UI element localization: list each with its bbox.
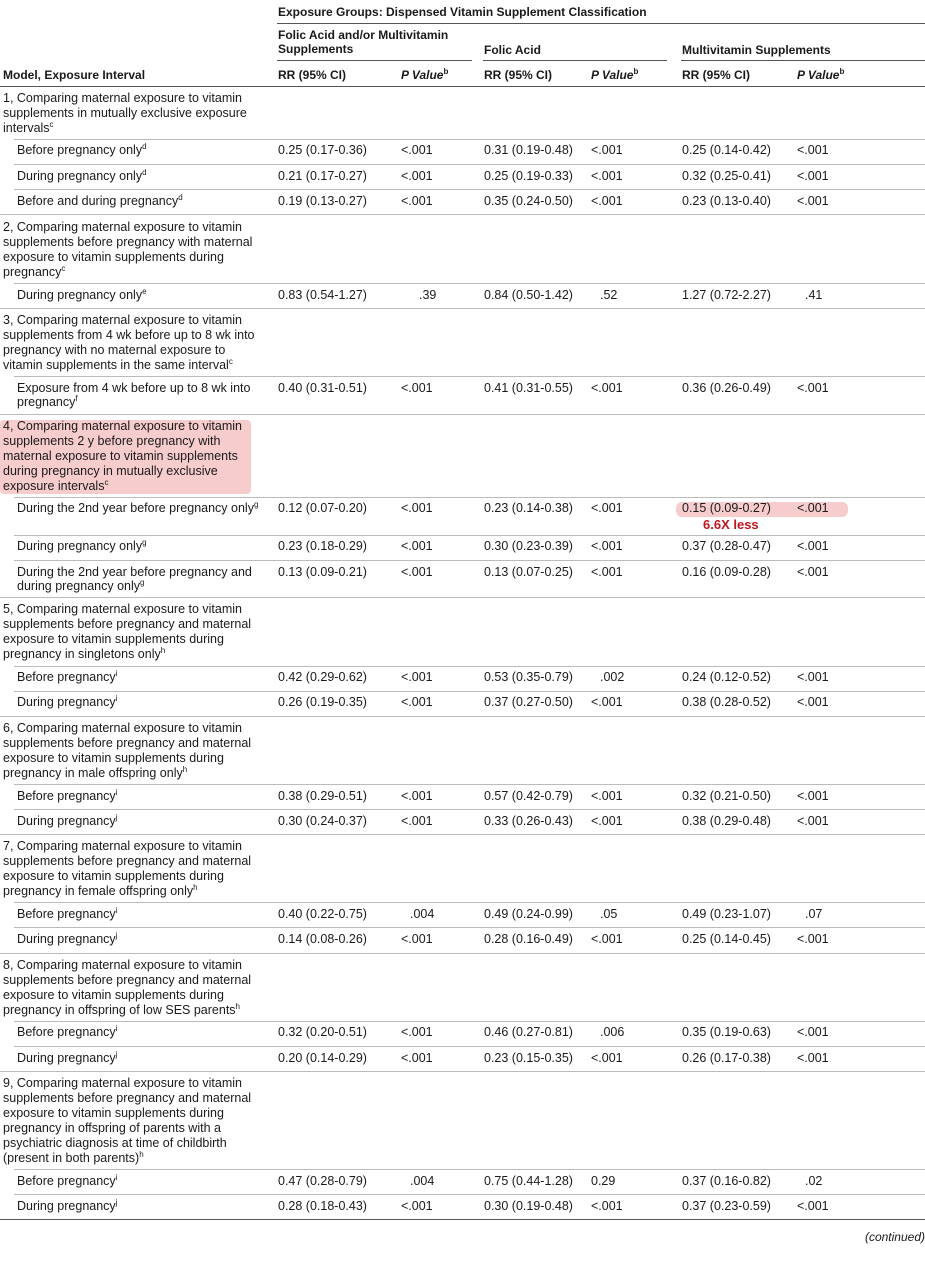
row-label: Before and during pregnancy$^d$ (17, 192, 183, 208)
cell-fa-rr: 0.75 (0.44-1.28) (484, 1174, 573, 1188)
col-group-folic-multivitamin: Folic Acid and/or Multivitamin Supplements (278, 28, 449, 56)
row-label: During pregnancy$^j$ (17, 1049, 118, 1065)
model-text: 4, Comparing maternal exposure to vitamin supplements 2 y before pregnancy with maternal exposure to vitamin supplements during pregnancy in mutually exclusive exposure intervals (3, 419, 243, 493)
row-rule (14, 283, 925, 284)
cell-fa-p: <.001 (591, 814, 623, 828)
col-group-rule (483, 60, 667, 61)
cell-mv-p: .07 (805, 907, 823, 921)
cell-fa-p: <.001 (591, 1051, 623, 1065)
cell-fm-rr: 0.13 (0.09-0.21) (278, 565, 367, 579)
row-rule (14, 376, 925, 377)
cell-mv-p: <.001 (797, 194, 829, 208)
col-group-rule (681, 60, 925, 61)
row-rule (14, 666, 925, 667)
cell-mv-rr: 0.36 (0.26-0.49) (682, 381, 771, 395)
cell-fa-p: <.001 (591, 932, 623, 946)
row-rule (0, 1071, 925, 1072)
cell-fm-p: <.001 (401, 789, 433, 803)
row-label: During pregnancy$^j$ (17, 1197, 118, 1213)
cell-mv-p: .02 (805, 1174, 823, 1188)
cell-fa-p: .006 (600, 1025, 625, 1039)
cell-fa-p: .05 (600, 907, 618, 921)
cell-fm-rr: 0.14 (0.08-0.26) (278, 932, 367, 946)
cell-mv-p: <.001 (797, 539, 829, 553)
row-label: During pregnancy$^i$ (17, 693, 118, 709)
model-text: 3, Comparing maternal exposure to vitamin supplements from 4 wk before up to 8 wk into pregnancy with no maternal exposure to vitamin supplements in the same interval (3, 313, 255, 372)
row-label: During the 2nd year before pregnancy and during pregnancy only$^g$ (17, 565, 252, 593)
cell-fm-p: <.001 (401, 501, 433, 515)
model-header-9: 9, Comparing maternal exposure to vitamin supplements before pregnancy and maternal exposure to vitamin supplements during pregnancy in offspring of parents with a psychiatric diagnosis at time of childbirth (present in both parents)$^h$ (3, 1076, 252, 1165)
row-rule (0, 308, 925, 309)
cell-fa-rr: 0.57 (0.42-0.79) (484, 789, 573, 803)
cell-fa-p: .52 (600, 288, 618, 302)
cell-mv-rr: 1.27 (0.72-2.27) (682, 288, 771, 302)
rr-header: RR (95% CI) (278, 68, 347, 82)
row-rule (14, 902, 925, 903)
cell-mv-rr: 0.37 (0.16-0.82) (682, 1174, 771, 1188)
table-bottom-rule (0, 1219, 925, 1220)
cell-mv-rr: 0.15 (0.09-0.27) (682, 501, 771, 515)
cell-fa-p: <.001 (591, 381, 623, 395)
cell-fa-rr: 0.28 (0.16-0.49) (484, 932, 573, 946)
row-rule (14, 691, 925, 692)
cell-fa-p: <.001 (591, 565, 623, 579)
row-rule (14, 189, 925, 190)
cell-fa-p: <.001 (591, 143, 623, 157)
cell-fm-p: <.001 (401, 381, 433, 395)
row-label: Before pregnancy$^i$ (17, 668, 118, 684)
model-header-3: 3, Comparing maternal exposure to vitamin supplements from 4 wk before up to 8 wk into pregnancy with no maternal exposure to vitamin supplements in the same interval$^c$ (3, 313, 255, 372)
col-group-folic-acid: Folic Acid (484, 43, 541, 57)
cell-mv-p: <.001 (797, 381, 829, 395)
row-rule (14, 1194, 925, 1195)
row-rule (14, 1169, 925, 1170)
row-rule (0, 834, 925, 835)
cell-mv-p: <.001 (797, 565, 829, 579)
model-text: 5, Comparing maternal exposure to vitamin supplements before pregnancy and maternal exposure to vitamin supplements during pregnancy in singletons only (3, 602, 252, 661)
cell-fa-rr: 0.35 (0.24-0.50) (484, 194, 573, 208)
cell-mv-rr: 0.35 (0.19-0.63) (682, 1025, 771, 1039)
cell-fm-rr: 0.20 (0.14-0.29) (278, 1051, 367, 1065)
cell-mv-p: <.001 (797, 932, 829, 946)
cell-mv-p: <.001 (797, 169, 829, 183)
cell-fa-p: 0.29 (591, 1174, 616, 1188)
cell-fa-rr: 0.37 (0.27-0.50) (484, 695, 573, 709)
cell-mv-p: <.001 (797, 501, 829, 515)
cell-fa-p: <.001 (591, 169, 623, 183)
cell-mv-p: <.001 (797, 789, 829, 803)
row-label: During the 2nd year before pregnancy only$^g$ (17, 499, 259, 515)
row-label: During pregnancy only$^e$ (17, 286, 147, 302)
row-label: Before pregnancy$^i$ (17, 905, 118, 921)
row-label: During pregnancy$^j$ (17, 812, 118, 828)
cell-fa-p: <.001 (591, 501, 623, 515)
cell-fm-p: <.001 (401, 1051, 433, 1065)
cell-fa-p: <.001 (591, 539, 623, 553)
rr-header: RR (95% CI) (682, 68, 751, 82)
cell-mv-rr: 0.37 (0.28-0.47) (682, 539, 771, 553)
row-label: During pregnancy only$^d$ (17, 167, 147, 183)
exposure-group-title: Exposure Groups: Dispensed Vitamin Supplement Classification (278, 5, 647, 19)
cell-fa-rr: 0.30 (0.19-0.48) (484, 1199, 573, 1213)
row-rule (0, 214, 925, 215)
row-rule (14, 535, 925, 536)
model-text: 8, Comparing maternal exposure to vitamin supplements before pregnancy and maternal exposure to vitamin supplements during pregnancy in offspring of low SES parents (3, 958, 252, 1017)
annotation-6-6x-less: 6.6X less (703, 517, 759, 532)
cell-fm-rr: 0.40 (0.22-0.75) (278, 907, 367, 921)
cell-fm-rr: 0.28 (0.18-0.43) (278, 1199, 367, 1213)
cell-fm-rr: 0.47 (0.28-0.79) (278, 1174, 367, 1188)
cell-fm-p: <.001 (401, 1199, 433, 1213)
cell-fm-rr: 0.30 (0.24-0.37) (278, 814, 367, 828)
cell-mv-rr: 0.25 (0.14-0.45) (682, 932, 771, 946)
cell-fa-rr: 0.46 (0.27-0.81) (484, 1025, 573, 1039)
model-text: 7, Comparing maternal exposure to vitamin supplements before pregnancy and maternal exposure to vitamin supplements during pregnancy in female offspring only (3, 839, 252, 898)
cell-mv-p: <.001 (797, 143, 829, 157)
row-rule (0, 716, 925, 717)
cell-fa-p: <.001 (591, 789, 623, 803)
cell-fa-rr: 0.25 (0.19-0.33) (484, 169, 573, 183)
row-rule (14, 1021, 925, 1022)
cell-fa-p: <.001 (591, 1199, 623, 1213)
header-bottom-rule (0, 86, 925, 87)
model-header-7: 7, Comparing maternal exposure to vitamin supplements before pregnancy and maternal exposure to vitamin supplements during pregnancy in female offspring only$^h$ (3, 839, 252, 898)
cell-fm-p: <.001 (401, 814, 433, 828)
row-label: Before pregnancy$^i$ (17, 1172, 118, 1188)
cell-fm-rr: 0.83 (0.54-1.27) (278, 288, 367, 302)
cell-mv-p: <.001 (797, 695, 829, 709)
row-label: During pregnancy only$^g$ (17, 537, 147, 553)
cell-fm-rr: 0.38 (0.29-0.51) (278, 789, 367, 803)
cell-fm-p: <.001 (401, 670, 433, 684)
cell-mv-rr: 0.38 (0.28-0.52) (682, 695, 771, 709)
cell-fm-rr: 0.21 (0.17-0.27) (278, 169, 367, 183)
model-header-5: 5, Comparing maternal exposure to vitamin supplements before pregnancy and maternal exposure to vitamin supplements during pregnancy in singletons only$^h$ (3, 602, 252, 661)
cell-fm-p: <.001 (401, 539, 433, 553)
model-header-8: 8, Comparing maternal exposure to vitamin supplements before pregnancy and maternal exposure to vitamin supplements during pregnancy in offspring of low SES parents$^h$ (3, 958, 252, 1017)
cell-fm-rr: 0.42 (0.29-0.62) (278, 670, 367, 684)
cell-fm-p: <.001 (401, 1025, 433, 1039)
cell-fm-rr: 0.12 (0.07-0.20) (278, 501, 367, 515)
cell-mv-rr: 0.24 (0.12-0.52) (682, 670, 771, 684)
cell-mv-rr: 0.26 (0.17-0.38) (682, 1051, 771, 1065)
cell-mv-p: <.001 (797, 1025, 829, 1039)
row-rule (14, 1046, 925, 1047)
row-label: Exposure from 4 wk before up to 8 wk into pregnancy$^f$ (17, 381, 251, 409)
model-text: 1, Comparing maternal exposure to vitamin supplements in mutually exclusive exposure intervals (3, 91, 247, 135)
row-rule (14, 927, 925, 928)
continued-label: (continued) (864, 1230, 925, 1244)
cell-fm-rr: 0.26 (0.19-0.35) (278, 695, 367, 709)
cell-mv-p: .41 (805, 288, 823, 302)
model-header-2: 2, Comparing maternal exposure to vitamin supplements before pregnancy with maternal exposure to vitamin supplements during pregnancy$^c$ (3, 220, 253, 279)
model-text: 9, Comparing maternal exposure to vitamin supplements before pregnancy and maternal exposure to vitamin supplements during pregnancy in offspring of parents with a psychiatric diagnosis at time of childbirth (present in both parents) (3, 1076, 252, 1165)
cell-fa-rr: 0.41 (0.31-0.55) (484, 381, 573, 395)
cell-fm-rr: 0.23 (0.18-0.29) (278, 539, 367, 553)
cell-fa-rr: 0.13 (0.07-0.25) (484, 565, 573, 579)
cell-fa-rr: 0.53 (0.35-0.79) (484, 670, 573, 684)
model-header-1: 1, Comparing maternal exposure to vitamin supplements in mutually exclusive exposure intervals$^c$ (3, 91, 247, 135)
cell-mv-p: <.001 (797, 814, 829, 828)
cell-mv-p: <.001 (797, 1199, 829, 1213)
row-rule (0, 414, 925, 415)
row-rule (14, 560, 925, 561)
cell-fa-rr: 0.23 (0.15-0.35) (484, 1051, 573, 1065)
cell-fm-p: .004 (410, 1174, 435, 1188)
row-rule (0, 597, 925, 598)
cell-fm-p: <.001 (401, 565, 433, 579)
row-rule (14, 784, 925, 785)
cell-mv-rr: 0.25 (0.14-0.42) (682, 143, 771, 157)
col-group-multivitamin: Multivitamin Supplements (682, 43, 831, 57)
cell-fa-rr: 0.23 (0.14-0.38) (484, 501, 573, 515)
cell-mv-rr: 0.32 (0.21-0.50) (682, 789, 771, 803)
col-group-rule (277, 60, 472, 61)
p-header: P Value$^b$ (401, 67, 449, 82)
cell-fm-p: .004 (410, 907, 435, 921)
model-header-4: 4, Comparing maternal exposure to vitamin supplements 2 y before pregnancy with maternal exposure to vitamin supplements during pregnancy in mutually exclusive exposure intervals$^c$ (3, 419, 243, 493)
cell-fa-p: .002 (600, 670, 625, 684)
cell-fm-p: <.001 (401, 194, 433, 208)
cell-fm-p: <.001 (401, 169, 433, 183)
model-header-6: 6, Comparing maternal exposure to vitamin supplements before pregnancy and maternal exposure to vitamin supplements during pregnancy in male offspring only$^h$ (3, 721, 252, 780)
p-header: P Value$^b$ (797, 67, 845, 82)
model-text: 2, Comparing maternal exposure to vitamin supplements before pregnancy with maternal exposure to vitamin supplements during pregnancy (3, 220, 253, 279)
p-header: P Value$^b$ (591, 67, 639, 82)
cell-fm-p: <.001 (401, 932, 433, 946)
cell-fm-p: <.001 (401, 143, 433, 157)
cell-fm-rr: 0.40 (0.31-0.51) (278, 381, 367, 395)
row-rule (14, 139, 925, 140)
row-label: During pregnancy$^j$ (17, 930, 118, 946)
cell-fa-rr: 0.30 (0.23-0.39) (484, 539, 573, 553)
cell-mv-rr: 0.23 (0.13-0.40) (682, 194, 771, 208)
header-rule (277, 23, 925, 24)
cell-fm-rr: 0.19 (0.13-0.27) (278, 194, 367, 208)
cell-fa-p: <.001 (591, 194, 623, 208)
cell-mv-p: <.001 (797, 670, 829, 684)
row-rule (14, 164, 925, 165)
cell-mv-rr: 0.37 (0.23-0.59) (682, 1199, 771, 1213)
rr-header: RR (95% CI) (484, 68, 553, 82)
cell-fa-rr: 0.31 (0.19-0.48) (484, 143, 573, 157)
cell-fm-p: <.001 (401, 695, 433, 709)
cell-fa-rr: 0.33 (0.26-0.43) (484, 814, 573, 828)
row-label: Before pregnancy$^i$ (17, 1023, 118, 1039)
row-rule (0, 953, 925, 954)
cell-fm-rr: 0.25 (0.17-0.36) (278, 143, 367, 157)
row-label: Before pregnancy$^i$ (17, 787, 118, 803)
row-rule (14, 497, 925, 498)
cell-fm-p: .39 (419, 288, 437, 302)
cell-mv-rr: 0.16 (0.09-0.28) (682, 565, 771, 579)
row-label: Before pregnancy only$^d$ (17, 141, 147, 157)
cell-fa-rr: 0.84 (0.50-1.42) (484, 288, 573, 302)
stub-header: Model, Exposure Interval (3, 68, 146, 82)
cell-mv-p: <.001 (797, 1051, 829, 1065)
cell-fm-rr: 0.32 (0.20-0.51) (278, 1025, 367, 1039)
cell-mv-rr: 0.49 (0.23-1.07) (682, 907, 771, 921)
model-text: 6, Comparing maternal exposure to vitamin supplements before pregnancy and maternal exposure to vitamin supplements during pregnancy in male offspring only (3, 721, 252, 780)
cell-fa-p: <.001 (591, 695, 623, 709)
cell-mv-rr: 0.32 (0.25-0.41) (682, 169, 771, 183)
cell-fa-rr: 0.49 (0.24-0.99) (484, 907, 573, 921)
cell-mv-rr: 0.38 (0.29-0.48) (682, 814, 771, 828)
row-rule (14, 809, 925, 810)
